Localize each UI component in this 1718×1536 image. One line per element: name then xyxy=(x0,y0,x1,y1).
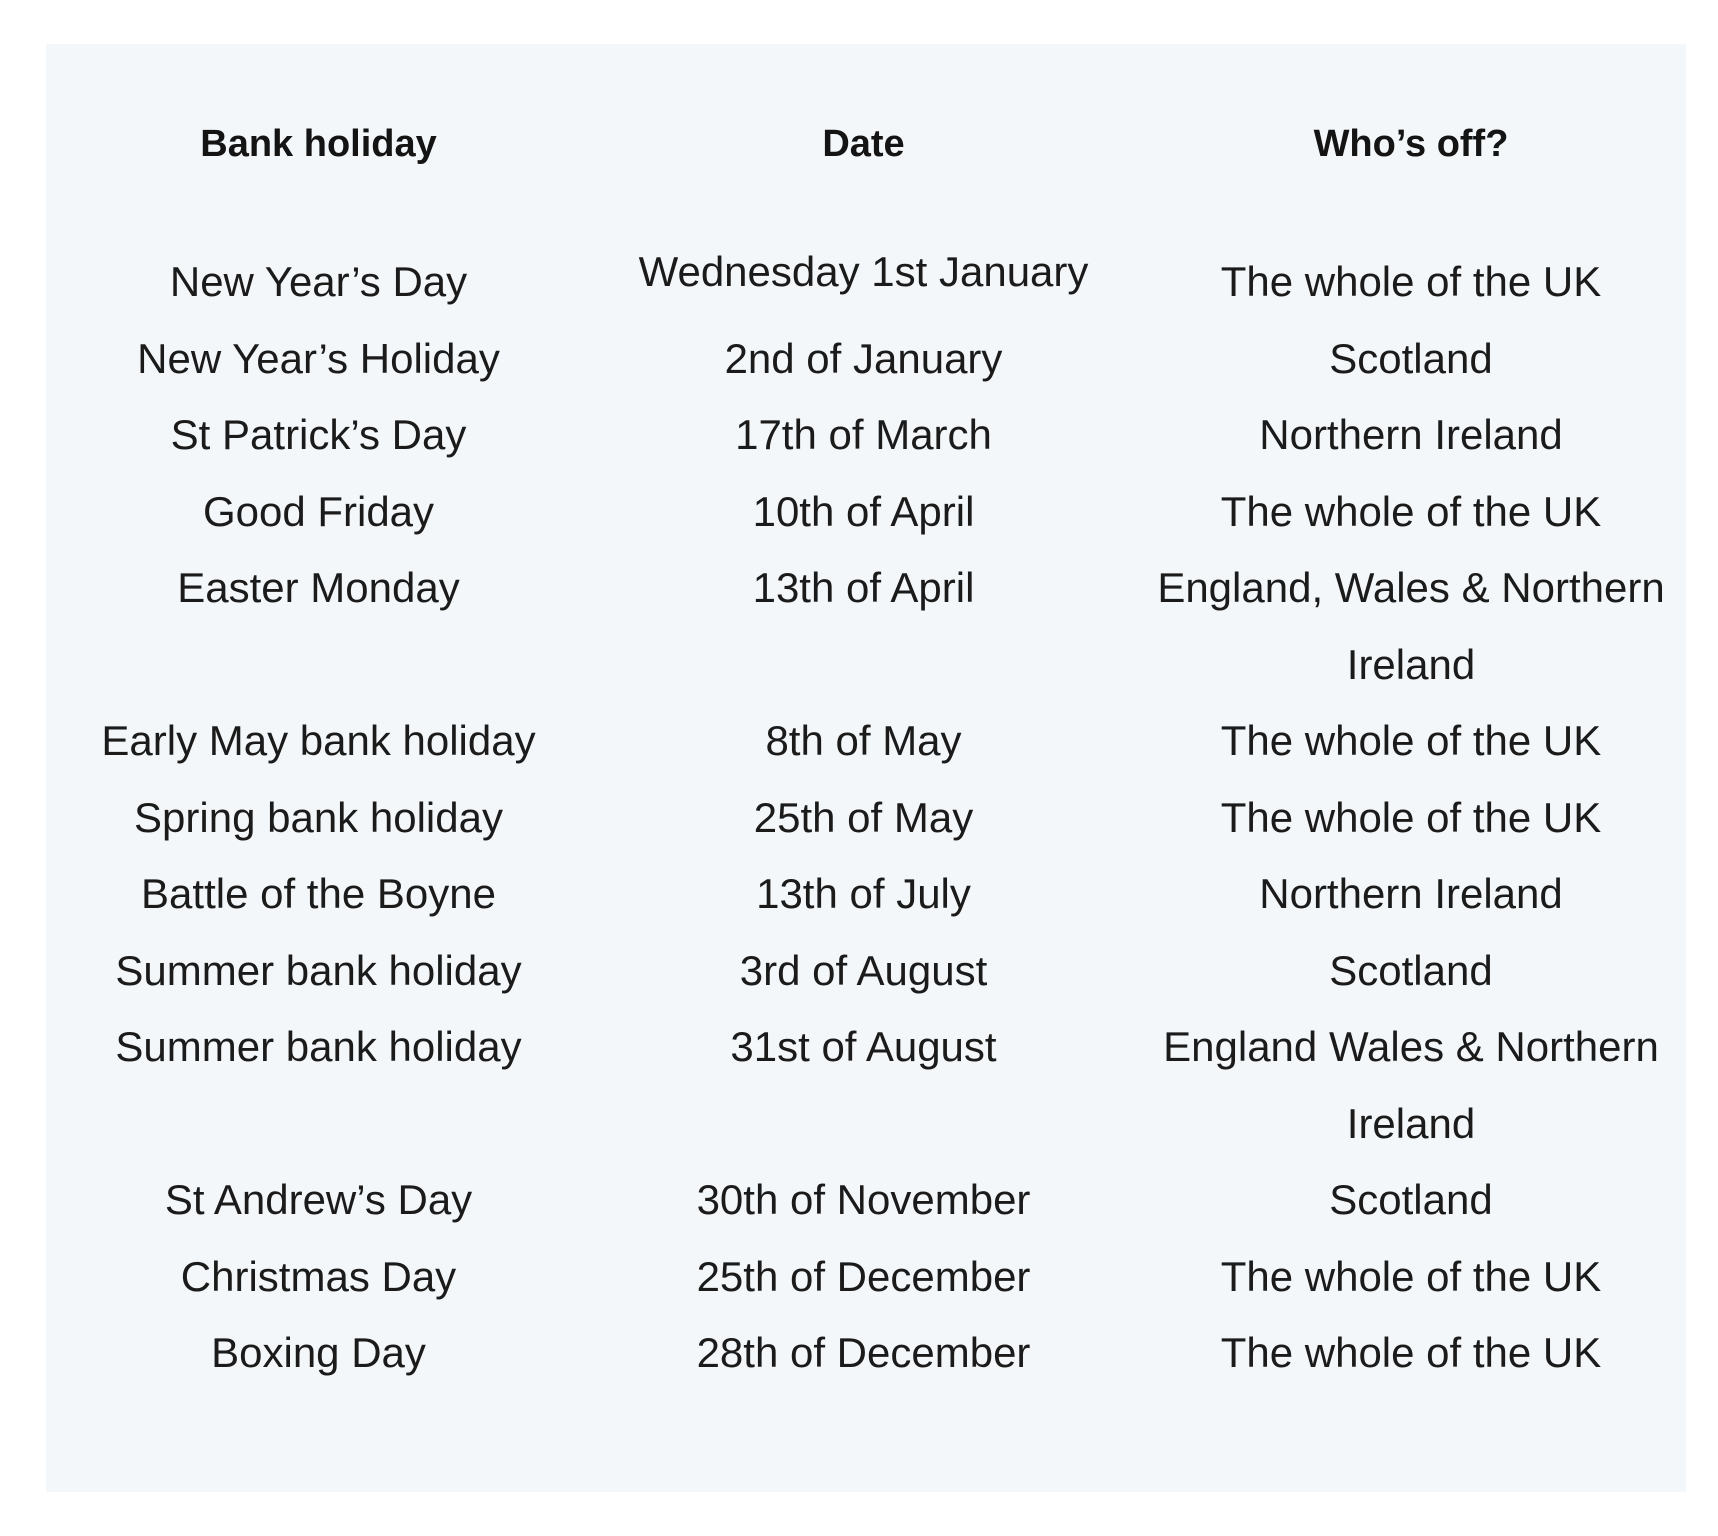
header-date: Date xyxy=(822,122,905,165)
table-row xyxy=(46,703,1686,780)
holiday-region: The whole of the UK xyxy=(1220,1329,1602,1376)
holiday-region: Northern Ireland xyxy=(1259,411,1563,458)
holiday-date: 25th of May xyxy=(753,793,974,841)
holiday-date: 17th of March xyxy=(735,411,992,458)
holiday-region: Scotland xyxy=(1329,1176,1493,1223)
holiday-name: Boxing Day xyxy=(211,1329,426,1376)
holiday-region: Scotland xyxy=(1329,334,1493,382)
holiday-name: St Patrick’s Day xyxy=(170,411,467,458)
table-row xyxy=(46,244,1686,321)
holiday-name: Good Friday xyxy=(202,487,435,535)
holiday-name: Christmas Day xyxy=(180,1252,457,1300)
holiday-name: St Andrew’s Day xyxy=(164,1176,473,1223)
holiday-name: Easter Monday xyxy=(177,564,460,611)
holiday-name: Summer bank holiday xyxy=(115,1023,522,1070)
holiday-region: England Wales & Northern Ireland xyxy=(1163,1023,1659,1147)
holiday-name: Summer bank holiday xyxy=(115,946,522,994)
holiday-date: 13th of April xyxy=(752,564,975,611)
table-row xyxy=(46,1009,1686,1162)
table-row xyxy=(46,933,1686,1010)
table-row xyxy=(46,780,1686,857)
table-row xyxy=(46,474,1686,551)
holiday-region: Scotland xyxy=(1329,946,1493,994)
holiday-date: 25th of December xyxy=(696,1252,1031,1300)
holiday-region: Northern Ireland xyxy=(1259,870,1563,917)
table-row xyxy=(46,550,1686,703)
table-row xyxy=(46,1239,1686,1316)
holiday-date: 8th of May xyxy=(765,717,962,764)
table-row xyxy=(46,856,1686,933)
holiday-name: New Year’s Holiday xyxy=(137,334,500,382)
holiday-name: Early May bank holiday xyxy=(101,717,536,764)
header-whos-off: Who’s off? xyxy=(1313,122,1509,165)
table-row xyxy=(46,321,1686,398)
table-row xyxy=(46,1315,1686,1392)
holiday-name: Battle of the Boyne xyxy=(141,870,496,917)
holiday-date: 3rd of August xyxy=(739,946,988,994)
holiday-date: 13th of July xyxy=(756,870,971,917)
holiday-name: New Year’s Day xyxy=(169,258,468,305)
holiday-table-panel xyxy=(46,44,1686,1492)
holiday-region: The whole of the UK xyxy=(1220,717,1602,764)
holiday-date: 28th of December xyxy=(696,1329,1031,1376)
holiday-region: England, Wales & Northern Ireland xyxy=(1157,564,1665,688)
table-header-row xyxy=(46,44,1686,244)
holiday-region: The whole of the UK xyxy=(1220,1252,1602,1300)
holiday-date xyxy=(591,244,1136,321)
table-row xyxy=(46,1162,1686,1239)
holiday-region: The whole of the UK xyxy=(1220,793,1602,841)
table-row xyxy=(46,397,1686,474)
holiday-date: 10th of April xyxy=(752,487,975,535)
holiday-date: 2nd of January xyxy=(724,334,1003,382)
holiday-region: The whole of the UK xyxy=(1220,487,1602,535)
header-bank-holiday: Bank holiday xyxy=(200,122,437,165)
holiday-name: Spring bank holiday xyxy=(134,793,503,841)
bank-holiday-table xyxy=(46,44,1686,1392)
holiday-date: 31st of August xyxy=(730,1023,997,1070)
holiday-date-text: Wednesday 1st January xyxy=(638,248,1089,295)
holiday-date: 30th of November xyxy=(696,1176,1031,1223)
holiday-region: The whole of the UK xyxy=(1220,258,1602,305)
